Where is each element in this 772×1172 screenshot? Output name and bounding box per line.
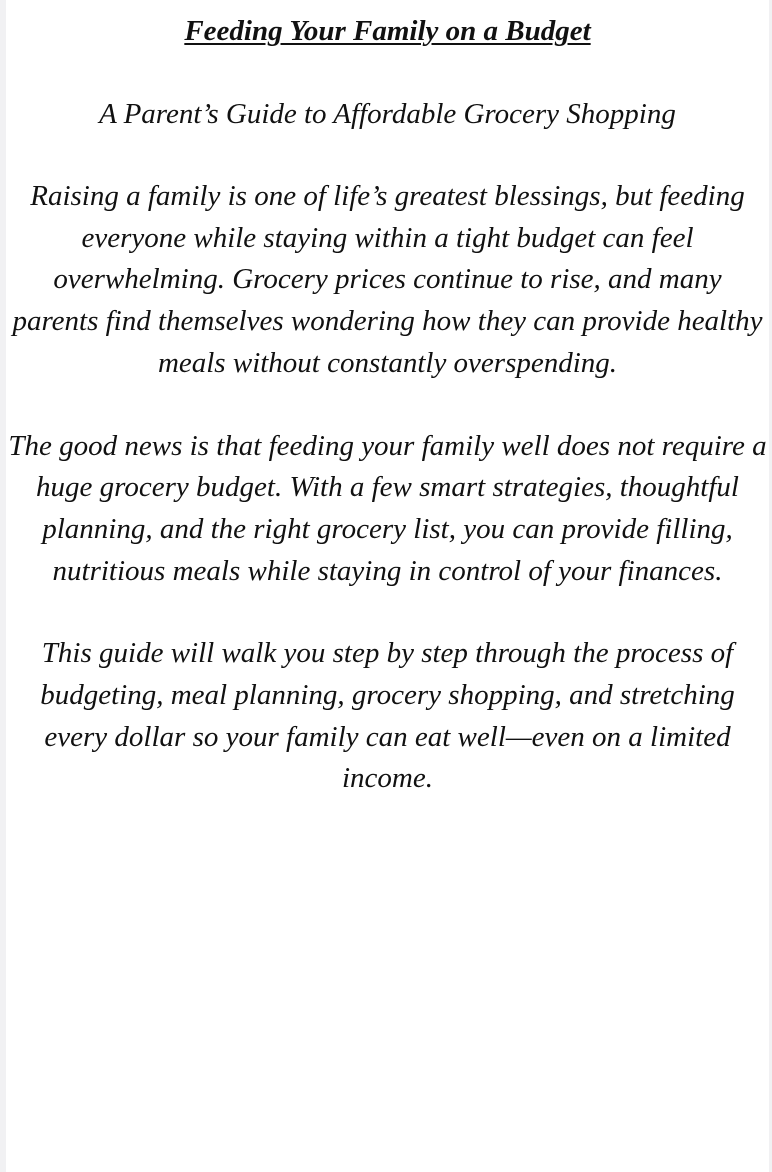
- document-title: Feeding Your Family on a Budget: [184, 15, 591, 47]
- good-news-paragraph: The good news is that feeding your family well does not require a huge grocery budget. With a few smart strategies, thoughtful planning, and the right grocery list, you can provide filling, nutritious meals while staying in control of your finances.: [8, 429, 767, 587]
- guide-overview-paragraph: This guide will walk you step by step through the process of budgeting, meal planning, grocery shopping, and stretching every dollar so your family can eat well—even on a limited income.: [40, 637, 735, 795]
- document-subtitle: A Parent’s Guide to Affordable Grocery Shopping: [99, 98, 676, 130]
- intro-paragraph: Raising a family is one of life’s greatest blessings, but feeding everyone while staying within a tight budget can feel overwhelming. Grocery prices continue to rise, and many parents find themselves wondering how they can provide healthy meals without constantly overspending.: [12, 180, 763, 379]
- document-body: [6, 10, 769, 800]
- document-page: [6, 0, 769, 1172]
